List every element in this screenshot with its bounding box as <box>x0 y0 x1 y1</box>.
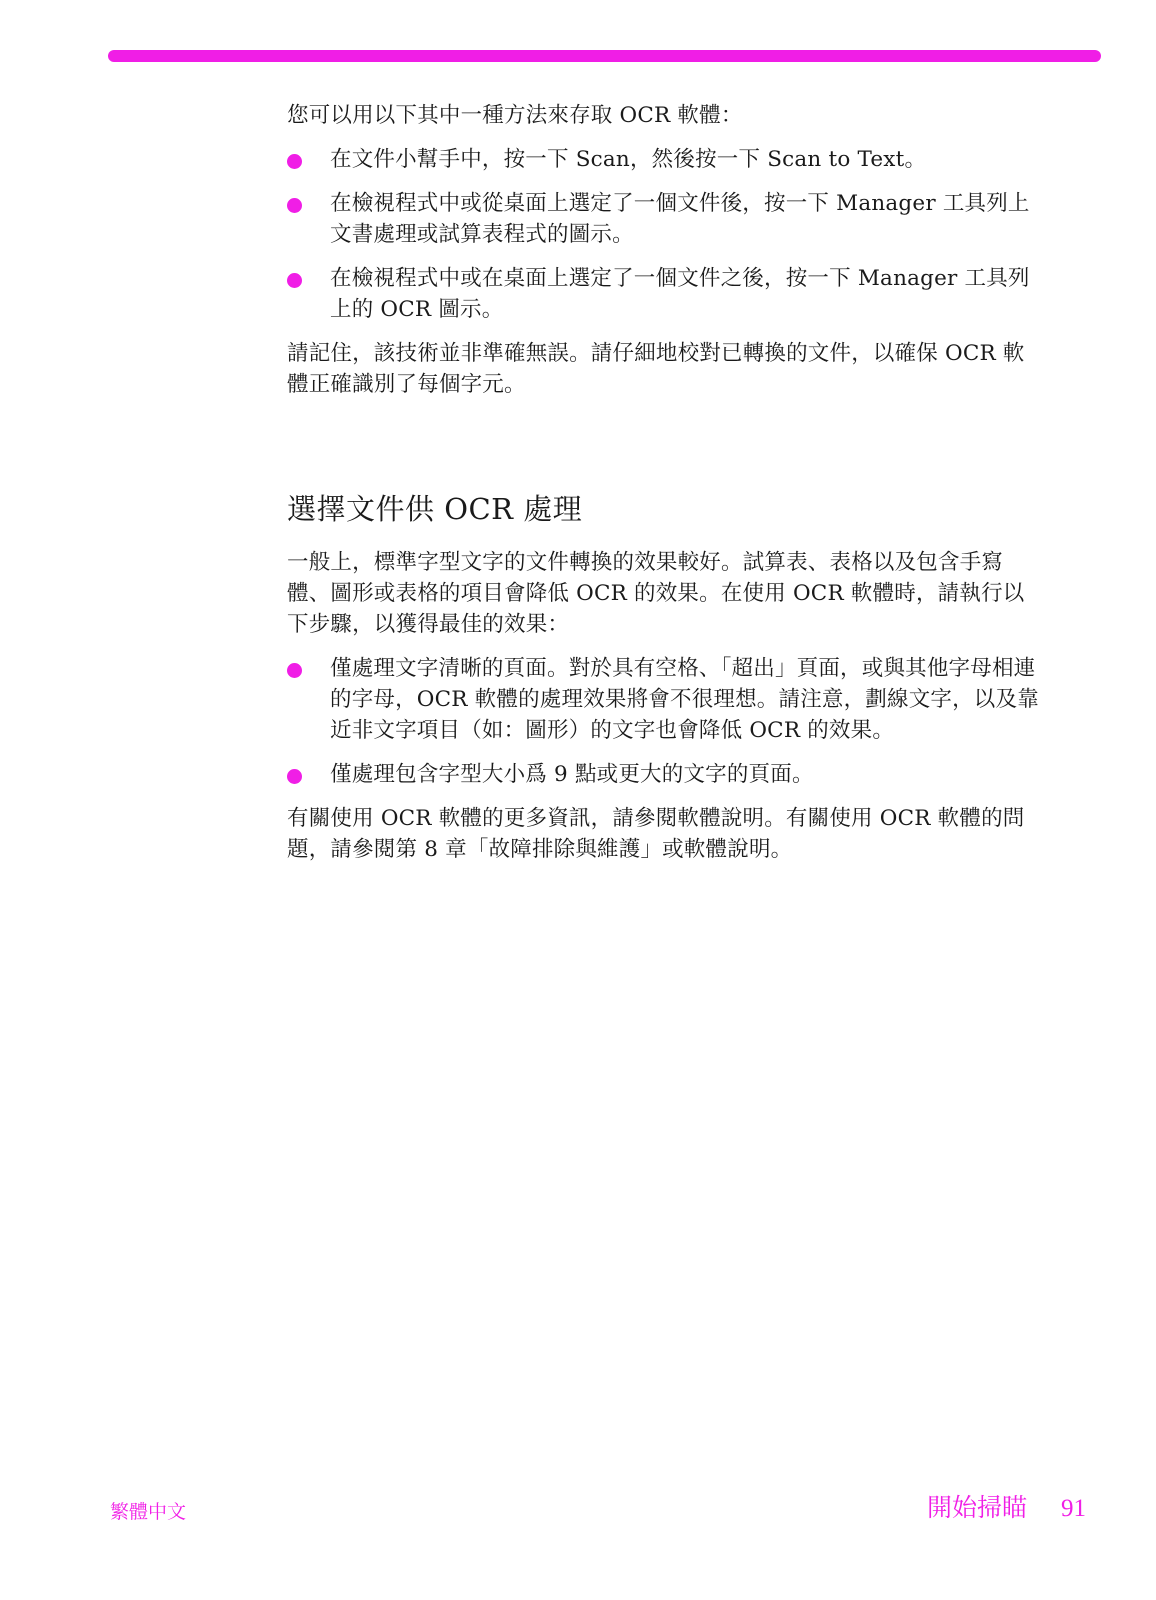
list-item <box>287 653 1045 746</box>
list-item-text: 僅處理包含字型大小爲 9 點或更大的文字的頁面。 <box>330 762 814 787</box>
accuracy-note: 請記住，該技術並非準確無誤。請仔細地校對已轉換的文件，以確保 OCR 軟體正確識別了每個字元。 <box>287 341 1025 397</box>
bullet-icon <box>287 769 302 784</box>
page-content <box>287 100 1045 865</box>
section-body: 一般上，標準字型文字的文件轉換的效果較好。試算表、表格以及包含手寫體、圖形或表格的項目會降低 OCR 的效果。在使用 OCR 軟體時，請執行以下步驟，以獲得最佳的效果： <box>287 550 1025 637</box>
list-item-text: 僅處理文字清晰的頁面。對於具有空格、「超出」頁面，或與其他字母相連的字母，OCR 軟體的處理效果將會不很理想。請注意，劃線文字，以及靠近非文字項目（如：圖形）的文字也會降低 OCR 的效果。 <box>330 656 1039 743</box>
access-methods-list <box>287 144 1045 325</box>
page-number: 91 <box>1061 1495 1086 1522</box>
bullet-icon <box>287 198 302 213</box>
list-item <box>287 759 1045 790</box>
footer-page-info <box>927 1488 1086 1524</box>
footer-chapter: 開始掃瞄 <box>926 1493 1027 1522</box>
section-title: 選擇文件供 OCR 處理 <box>287 492 583 526</box>
footer-language: 繁體中文 <box>110 1501 187 1523</box>
list-item-text: 在檢視程式中或從桌面上選定了一個文件後，按一下 Manager 工具列上文書處理或試算表程式的圖示。 <box>330 191 1030 247</box>
list-item <box>287 188 1045 250</box>
bullet-icon <box>287 154 302 169</box>
header-rule <box>108 50 1101 62</box>
bullet-icon <box>287 663 302 678</box>
closing-paragraph: 有關使用 OCR 軟體的更多資訊，請參閱軟體說明。有關使用 OCR 軟體的問題，請參閱第 8 章「故障排除與維護」或軟體說明。 <box>287 806 1025 862</box>
list-item <box>287 263 1045 325</box>
list-item <box>287 144 1045 175</box>
bullet-icon <box>287 273 302 288</box>
list-item-text: 在檢視程式中或在桌面上選定了一個文件之後，按一下 Manager 工具列上的 OCR 圖示。 <box>330 266 1030 322</box>
intro-paragraph: 您可以用以下其中一種方法來存取 OCR 軟體： <box>287 103 743 128</box>
list-item-text: 在文件小幫手中，按一下 Scan，然後按一下 Scan to Text。 <box>330 147 927 172</box>
tips-list <box>287 653 1045 790</box>
